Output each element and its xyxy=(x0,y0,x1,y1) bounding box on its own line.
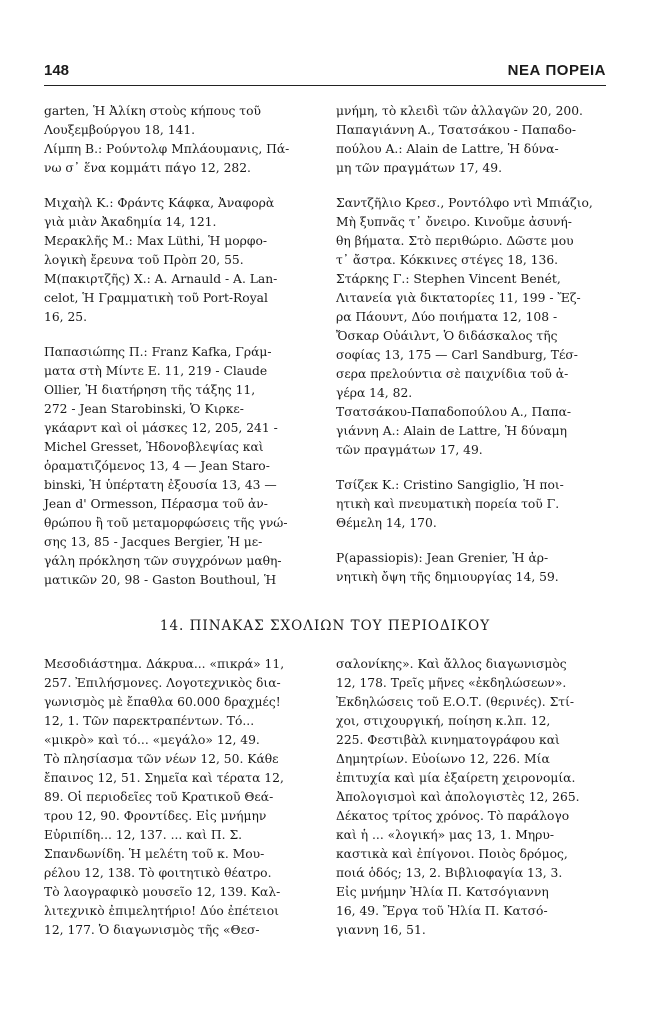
text-line: καστικὰ καὶ ἐπίγονοι. Ποιὸς δρόμος, xyxy=(336,847,568,861)
text-line: garten, Ἡ Ἀλίκη στοὺς κήπους τοῦ xyxy=(44,104,261,118)
text-line: Μερακλῆς Μ.: Max Lüthi, Ἡ μορφο- xyxy=(44,234,268,248)
text-line: Λιτανεία γιὰ δικτατορίες 11, 199 - Ἔζ- xyxy=(336,291,581,305)
text-line: Μεσοδιάστημα. Δάκρυα... «πικρά» 11, xyxy=(44,657,285,671)
text-line: γκάαρντ καὶ οἱ μάσκες 12, 205, 241 - xyxy=(44,421,278,435)
text-line: Τσίζεκ Κ.: Cristino Sangiglio, Ἡ ποι- xyxy=(336,478,564,492)
text-line: Τὸ πλησίασμα τῶν νέων 12, 50. Κάθε xyxy=(44,752,279,766)
text-line: γέρα 14, 82. xyxy=(336,386,413,400)
text-line: Δέκατος τρίτος χρόνος. Τὸ παράλογο xyxy=(336,809,570,823)
index-entry xyxy=(336,476,604,533)
index-entry xyxy=(44,102,310,178)
text-line: Μιχαὴλ Κ.: Φράντς Κάφκα, Ἀναφορὰ xyxy=(44,196,275,210)
text-line: 12, 1. Τῶν παρεκτραπέντων. Τό... xyxy=(44,714,255,728)
text-line: ητικὴ καὶ πνευματικὴ πορεία τοῦ Γ. xyxy=(336,497,560,511)
text-line: πούλου Α.: Alain de Lattre, Ἡ δύνα- xyxy=(336,142,559,156)
text-line: binski, Ἡ ὑπέρτατη ἐξουσία 13, 43 — xyxy=(44,478,277,492)
text-line: ρέλου 12, 138. Τὸ φοιτητικὸ θέατρο. xyxy=(44,866,272,880)
comments-column-left xyxy=(44,655,310,940)
text-line: ματικῶν 20, 98 - Gaston Bouthoul, Ἡ xyxy=(44,573,277,587)
text-line: γιαννη 16, 51. xyxy=(336,923,426,937)
text-line: ὁραματιζόμενος 13, 4 — Jean Staro- xyxy=(44,459,270,473)
text-line: Εἰς μνήμην Ἠλία Π. Κατσόγιαννη xyxy=(336,885,549,899)
text-line: celot, Ἡ Γραμματικὴ τοῦ Port-Royal xyxy=(44,291,268,305)
page-number: 148 xyxy=(44,62,70,79)
text-line: σαλονίκης». Καὶ ἄλλος διαγωνισμὸς xyxy=(336,657,567,671)
index-entry xyxy=(44,343,310,590)
text-line: τῶν πραγμάτων 17, 49. xyxy=(336,443,483,457)
text-line: 12, 178. Τρεῖς μῆνες «ἐκδηλώσεων». xyxy=(336,676,567,690)
text-line: ἐπιτυχία καὶ μία ἐξαίρετη χειρονομία. xyxy=(336,771,576,785)
text-line: νητικὴ ὄψη τῆς δημιουργίας 14, 59. xyxy=(336,570,559,584)
text-line: ρα Πάουντ, Δύο ποιήματα 12, 108 - xyxy=(336,310,558,324)
text-line: 272 - Jean Starobinski, Ὁ Κιρκε- xyxy=(44,402,244,416)
text-line: μη τῶν πραγμάτων 17, 49. xyxy=(336,161,502,175)
text-line: Λουξεμβούργου 18, 141. xyxy=(44,123,196,137)
text-line: νω σ᾽ ἕνα κομμάτι πάγο 12, 282. xyxy=(44,161,251,175)
text-line: 225. Φεστιβὰλ κινηματογράφου καὶ xyxy=(336,733,560,747)
text-line: Jean d' Ormesson, Πέρασμα τοῦ ἀν- xyxy=(44,497,268,511)
header-rule xyxy=(44,85,606,86)
text-line: Τὸ λαογραφικὸ μουσεῖο 12, 139. Καλ- xyxy=(44,885,281,899)
text-line: σοφίας 13, 175 — Carl Sandburg, Τέσ- xyxy=(336,348,578,362)
index-column-left xyxy=(44,102,310,590)
comments-column-right xyxy=(336,655,604,940)
text-line: Τσατσάκου-Παπαδοπούλου Α., Παπα- xyxy=(336,405,572,419)
section-heading: 14. ΠΙΝΑΚΑΣ ΣΧΟΛΙΩΝ ΤΟΥ ΠΕΡΙΟΔΙΚΟΥ xyxy=(159,618,491,634)
text-line: Ὄσκαρ Οὐάιλντ, Ὁ διδάσκαλος τῆς xyxy=(336,329,558,343)
text-line: 16, 25. xyxy=(44,310,88,324)
text-line: Ἀπολογισμοὶ καὶ ἀπολογιστὲς 12, 265. xyxy=(336,790,580,804)
page-header xyxy=(44,62,606,86)
text-line: Θέμελη 14, 170. xyxy=(336,516,437,530)
text-line: σερα πρελούντια σὲ παιχνίδια τοῦ ἀ- xyxy=(336,367,569,381)
index-entry xyxy=(44,194,310,327)
text-line: Σαντζῆλιο Κρεσ., Ροντόλφο ντὶ Μπιάζιο, xyxy=(336,196,593,210)
index-entry xyxy=(336,194,604,460)
text-line: 89. Οἱ περιοδεῖες τοῦ Κρατικοῦ Θεά- xyxy=(44,790,274,804)
text-line: Δημητρίων. Εὐοίωνο 12, 226. Μία xyxy=(336,752,550,766)
text-line: Παπασιώπης Π.: Franz Kafka, Γράμ- xyxy=(44,345,272,359)
text-line: 12, 177. Ὁ διαγωνισμὸς τῆς «Θεσ- xyxy=(44,923,260,937)
text-line: Michel Gresset, Ἡδονοβλεψίας καὶ xyxy=(44,440,264,454)
text-line: λιτεχνικὸ ἐπιμελητήριο! Δύο ἐπέτειοι xyxy=(44,904,279,918)
text-line: γιάννη Α.: Alain de Lattre, Ἡ δύναμη xyxy=(336,424,567,438)
journal-title: ΝΕΑ ΠΟΡΕΙΑ xyxy=(507,62,606,79)
text-line: σης 13, 85 - Jacques Bergier, Ἡ με- xyxy=(44,535,263,549)
text-line: ποιά ὁδός; 13, 2. Βιβλιοφαγία 13, 3. xyxy=(336,866,563,880)
index-entry xyxy=(336,549,604,587)
text-line: γιὰ μιὰν Ἀκαδημία 14, 121. xyxy=(44,215,217,229)
text-line: Σπανδωνίδη. Ἡ μελέτη τοῦ κ. Μου- xyxy=(44,847,265,861)
text-line: Μ(πακιρτζῆς) Χ.: A. Arnauld - A. Lan- xyxy=(44,272,278,286)
text-line: γωνισμὸς μὲ ἔπαθλα 60.000 δραχμές! xyxy=(44,695,281,709)
text-line: Μὴ ξυπνᾶς τ᾽ ὄνειρο. Κινοῦμε ἀσυνή- xyxy=(336,215,572,229)
text-line: ματα στὴ Μίντε Ε. 11, 219 - Claude xyxy=(44,364,268,378)
text-line: Λίμπη Β.: Ρούντολφ Μπλάουμανις, Πά- xyxy=(44,142,290,156)
index-column-right xyxy=(336,102,604,587)
index-entry xyxy=(336,102,604,178)
text-line: Ἐκδηλώσεις τοῦ Ε.Ο.Τ. (θερινές). Στί- xyxy=(336,695,575,709)
text-line: λογικὴ ἔρευνα τοῦ Πρὸπ 20, 55. xyxy=(44,253,244,267)
text-line: καὶ ἡ ... «λογική» μας 13, 1. Μηρυ- xyxy=(336,828,555,842)
text-line: ἔπαινος 12, 51. Σημεῖα καὶ τέρατα 12, xyxy=(44,771,284,785)
text-line: γάλη πρόκληση τῶν συγχρόνων μαθη- xyxy=(44,554,282,568)
text-line: Στάρκης Γ.: Stephen Vincent Benét, xyxy=(336,272,561,286)
text-line: «μικρὸ» καὶ τό... «μεγάλο» 12, 49. xyxy=(44,733,260,747)
text-line: Εὐριπίδη... 12, 137. ... καὶ Π. Σ. xyxy=(44,828,243,842)
text-line: θη βήματα. Στὸ περιθώριο. Δῶστε μου xyxy=(336,234,574,248)
text-line: θρώπου ἢ τοῦ μεταμορφώσεις τῆς γνώ- xyxy=(44,516,288,530)
text-line: P(apassiopis): Jean Grenier, Ἡ ἀρ- xyxy=(336,551,549,565)
text-line: τ᾽ ἄστρα. Κόκκινες στέγες 18, 136. xyxy=(336,253,559,267)
text-line: μνήμη, τὸ κλειδὶ τῶν ἀλλαγῶν 20, 200. xyxy=(336,104,583,118)
text-line: χοι, στιχουργική, ποίηση κ.λπ. 12, xyxy=(336,714,551,728)
text-line: Ollier, Ἡ διατήρηση τῆς τάξης 11, xyxy=(44,383,256,397)
text-line: 16, 49. Ἔργα τοῦ Ἠλία Π. Κατσό- xyxy=(336,904,548,918)
text-line: 257. Ἐπιλήσμονες. Λογοτεχνικὸς δια- xyxy=(44,676,281,690)
text-line: τρου 12, 90. Φροντίδες. Εἰς μνήμην xyxy=(44,809,267,823)
text-line: Παπαγιάννη Α., Τσατσάκου - Παπαδο- xyxy=(336,123,577,137)
